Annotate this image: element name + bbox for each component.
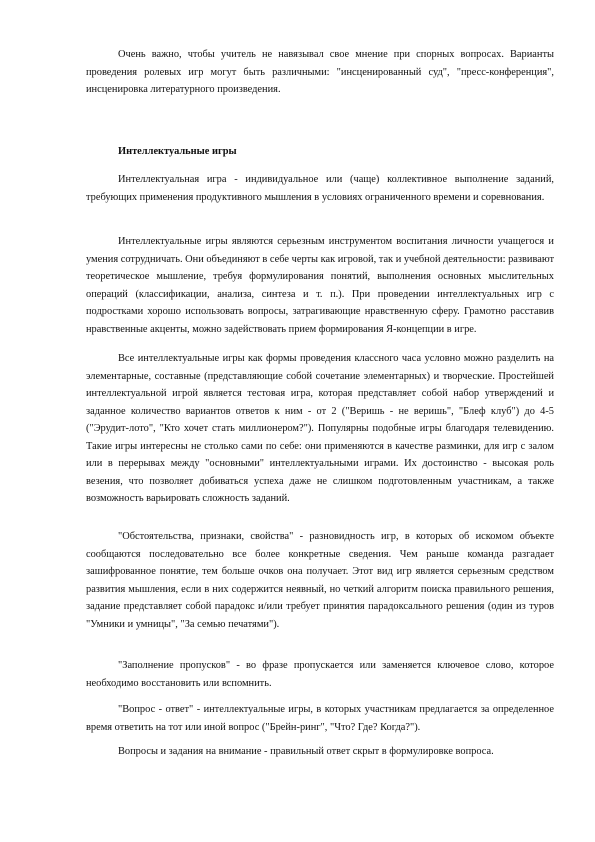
paragraph-classification: Все интеллектуальные игры как формы проведения классного часа условно можно разделить на элементарные, составные (представляющие собой сочетание элементарных) и творческие. Простейшей интеллектуальной игрой является тестовая игра, которая представляет собой набор утверждений и заданное количество вариантов ответов к ним - от 2 ("Веришь - не веришь", "Блеф клуб") до 4-5 ("Эрудит-лото", "Кто хочет стать миллионером?"). Популярны подобные игры благодаря телевидению. Такие игры интересны не столько сами по себе: они применяются в качестве разминки, для игр с залом или в перерывах между "основными" интеллектуальными играми. Их достоинство - высокая роль везения, что позволяет добиваться успеха даже не слишком подготовленным участникам, а также возможность варьировать сложность заданий. — [86, 353, 554, 504]
section-heading: Интеллектуальные игры — [118, 146, 237, 157]
paragraph-importance: Интеллектуальные игры являются серьезным инструментом воспитания личности учащегося и умения сотрудничать. Они объединяют в себе черты как игровой, так и учебной деятельности: развивают теоретическое мышление, требуя формулирования понятий, выполнения основных мыслительных операций (классификации, анализа, синтеза и т. п.). При проведении интеллектуальных игр с подростками хорошо использовать вопросы, затрагивающие нравственную сферу. Грамотно расставив нравственные акценты, можно задействовать прием формирования Я-концепции в игре. — [86, 236, 554, 335]
paragraph-fill-gaps: "Заполнение пропусков" - во фразе пропускается или заменяется ключевое слово, которое необходимо восстановить или вспомнить. — [86, 660, 554, 689]
paragraph-role-play-variants: Очень важно, чтобы учитель не навязывал свое мнение при спорных вопросах. Варианты проведения ролевых игр могут быть различными: "инсценированный суд", "пресс-конференция", инсценировка литературного произведения. — [86, 49, 554, 95]
paragraph-definition: Интеллектуальная игра - индивидуальное или (чаще) коллективное выполнение заданий, требующих применения продуктивного мышления в условиях ограниченного времени и соревнования. — [86, 174, 554, 203]
paragraph-circumstances-game: "Обстоятельства, признаки, свойства" - разновидность игр, в которых об искомом объекте сообщаются последовательно все более конкретные сведения. Чем раньше команда разгадает зашифрованное понятие, тем больше очков она получает. Этот вид игр является серьезным средством развития мышления, если в них содержится неявный, но четкий алгоритм поиска правильного решения, задание представляет собой парадокс и/или требует принятия парадоксального решения (один из туров "Умники и умницы", "За семью печатями"). — [86, 531, 554, 630]
paragraph-attention-tasks: Вопросы и задания на внимание - правильный ответ скрыт в формулировке вопроса. — [118, 746, 494, 757]
paragraph-question-answer: "Вопрос - ответ" - интеллектуальные игры, в которых участникам предлагается за определенное время ответить на тот или иной вопрос ("Брейн-ринг", "Что? Где? Когда?"). — [86, 704, 554, 733]
